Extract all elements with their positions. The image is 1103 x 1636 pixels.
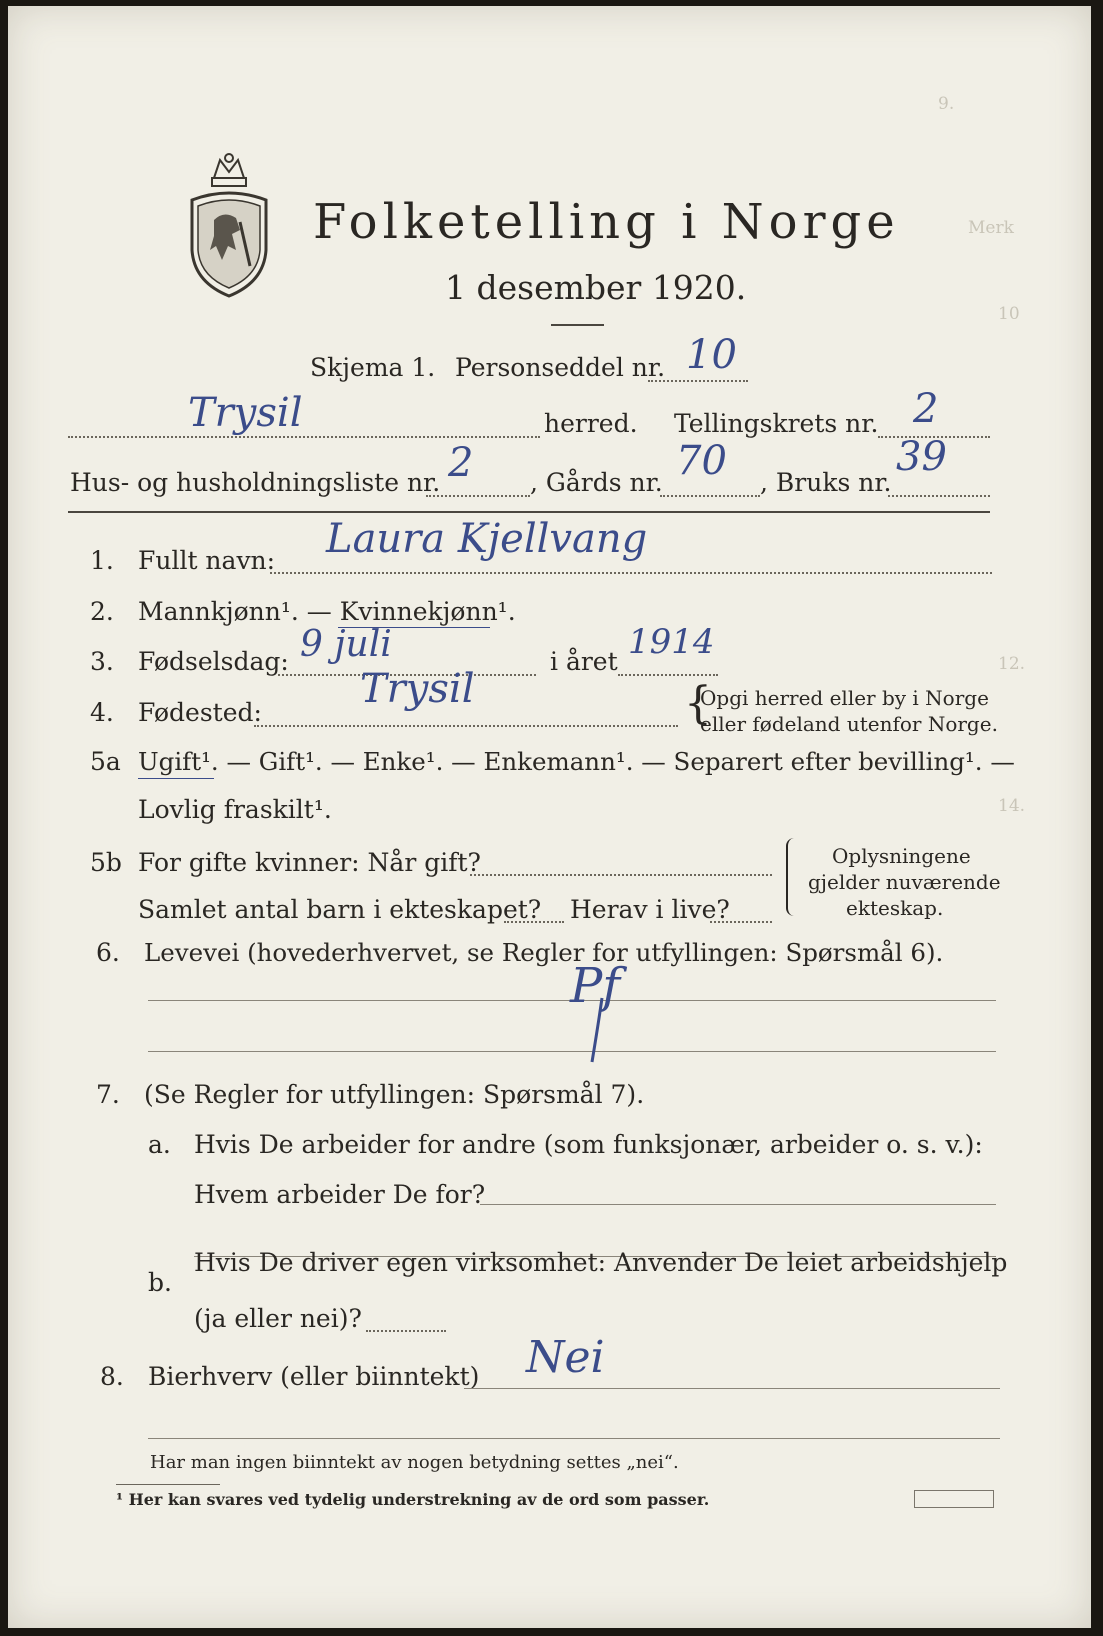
q6-number: 6. bbox=[96, 938, 120, 967]
q7a-letter: a. bbox=[148, 1130, 171, 1159]
q5a-number: 5a bbox=[90, 747, 121, 776]
q4-label: Fødested: bbox=[138, 698, 262, 727]
bleed-through-text: 14. bbox=[998, 796, 1026, 816]
herred-label: herred. bbox=[544, 409, 638, 438]
q7a-answer-line1 bbox=[480, 1204, 996, 1205]
bleed-through-text: 10 bbox=[998, 304, 1020, 324]
bruks-line bbox=[888, 495, 990, 497]
q5b-married-line bbox=[470, 874, 772, 876]
q8-answer-line1 bbox=[464, 1388, 1000, 1389]
census-date: 1 desember 1920. bbox=[445, 268, 747, 307]
footnote: ¹ Her kan svares ved tydelig understrekning av de ord som passer. bbox=[116, 1490, 710, 1509]
q5b-note-line1: Oplysningene bbox=[832, 844, 971, 868]
q4-line bbox=[254, 725, 678, 727]
title-divider bbox=[551, 324, 604, 326]
q3-year-label: i året bbox=[550, 647, 618, 676]
q7b-answer-line bbox=[366, 1330, 446, 1332]
q6-occupation-value[interactable]: Pf bbox=[570, 958, 621, 1014]
q8-answer-line2 bbox=[148, 1438, 1000, 1439]
q8-label: Bierhverv (eller biinntekt) bbox=[148, 1362, 480, 1391]
bleed-through-text: Merk bbox=[968, 218, 1014, 238]
bruks-value[interactable]: 39 bbox=[896, 434, 947, 480]
gards-label: , Gårds nr. bbox=[530, 468, 663, 497]
q3-label: Fødselsdag: bbox=[138, 647, 289, 676]
q5a-marital-options: Ugift¹. — Gift¹. — Enke¹. — Enkemann¹. — Separert efter bevilling¹. — bbox=[138, 747, 1015, 776]
q6-pen-stroke bbox=[580, 996, 610, 1066]
q1-label: Fullt navn: bbox=[138, 546, 276, 575]
census-form-page bbox=[8, 6, 1091, 1628]
q4-note-line1: Opgi herred eller by i Norge bbox=[700, 686, 989, 710]
hus-value[interactable]: 2 bbox=[448, 440, 474, 486]
form-title: Folketelling i Norge bbox=[313, 194, 900, 250]
q4-number: 4. bbox=[90, 698, 114, 727]
q7b-letter: b. bbox=[148, 1268, 172, 1297]
q7b-line1: Hvis De driver egen virksomhet: Anvender De leiet arbeidshjelp bbox=[194, 1248, 1008, 1277]
personseddel-line bbox=[648, 380, 748, 382]
q3-year-line bbox=[618, 674, 718, 676]
footnote-divider bbox=[116, 1484, 220, 1485]
printer-stamp bbox=[914, 1490, 994, 1508]
q2-label: Mannkjønn¹. — Kvinnekjønn¹. bbox=[138, 597, 516, 626]
bruks-label: , Bruks nr. bbox=[760, 468, 892, 497]
herred-value[interactable]: Trysil bbox=[188, 390, 303, 436]
gards-value[interactable]: 70 bbox=[676, 438, 727, 484]
q7-label: (Se Regler for utfyllingen: Spørsmål 7). bbox=[144, 1080, 645, 1109]
q3-year-value[interactable]: 1914 bbox=[628, 622, 715, 662]
norwegian-coat-of-arms-icon bbox=[184, 150, 274, 300]
q1-fullname-value[interactable]: Laura Kjellvang bbox=[326, 516, 648, 562]
tellingskrets-label: Tellingskrets nr. bbox=[674, 409, 879, 438]
hus-line bbox=[426, 495, 530, 497]
q5b-number: 5b bbox=[90, 848, 122, 877]
q5a-line2: Lovlig fraskilt¹. bbox=[138, 795, 332, 824]
q3-birthday-value[interactable]: 9 juli bbox=[300, 624, 392, 665]
q5b-note-brace bbox=[786, 838, 798, 916]
q7a-line2: Hvem arbeider De for? bbox=[194, 1180, 486, 1209]
skjema-label: Skjema 1. bbox=[310, 353, 436, 382]
herred-line bbox=[68, 436, 540, 438]
hus-label: Hus- og husholdningsliste nr. bbox=[70, 468, 441, 497]
bleed-through-text: 9. bbox=[938, 94, 955, 114]
gards-line bbox=[660, 495, 760, 497]
tellingskrets-value[interactable]: 2 bbox=[913, 386, 939, 432]
q6-label: Levevei (hovederhvervet, se Regler for utfyllingen: Spørsmål 6). bbox=[144, 938, 944, 967]
q1-line bbox=[270, 572, 992, 574]
q7a-line1: Hvis De arbeider for andre (som funksjonær, arbeider o. s. v.): bbox=[194, 1130, 983, 1159]
q5b-alive-line bbox=[710, 921, 772, 923]
ugift-underline bbox=[138, 778, 214, 779]
q1-number: 1. bbox=[90, 546, 114, 575]
q3-number: 3. bbox=[90, 647, 114, 676]
bleed-through-text: 12. bbox=[998, 654, 1026, 674]
q5b-children-line bbox=[504, 921, 564, 923]
personseddel-value[interactable]: 10 bbox=[686, 332, 737, 378]
q5b-note-line3: ekteskap. bbox=[846, 896, 944, 920]
q2-number: 2. bbox=[90, 597, 114, 626]
q8-side-income-value[interactable]: Nei bbox=[526, 1332, 605, 1383]
header-divider bbox=[68, 511, 990, 513]
q7b-line2: (ja eller nei)? bbox=[194, 1304, 362, 1333]
q5b-alive-label: Herav i live? bbox=[570, 895, 730, 924]
q6-line2 bbox=[148, 1051, 996, 1052]
q7-number: 7. bbox=[96, 1080, 120, 1109]
q8-number: 8. bbox=[100, 1362, 124, 1391]
q5b-line1: For gifte kvinner: Når gift? bbox=[138, 848, 481, 877]
q4-birthplace-value[interactable]: Trysil bbox=[360, 666, 475, 712]
q4-note-line2: eller fødeland utenfor Norge. bbox=[700, 712, 998, 736]
q5b-note-line2: gjelder nuværende bbox=[808, 870, 1001, 894]
footer-note: Har man ingen biinntekt av nogen betydning settes „nei“. bbox=[150, 1452, 679, 1473]
q5b-children-label: Samlet antal barn i ekteskapet? bbox=[138, 895, 542, 924]
personseddel-label: Personseddel nr. bbox=[455, 353, 666, 382]
q4-note-brace: { bbox=[684, 678, 712, 729]
